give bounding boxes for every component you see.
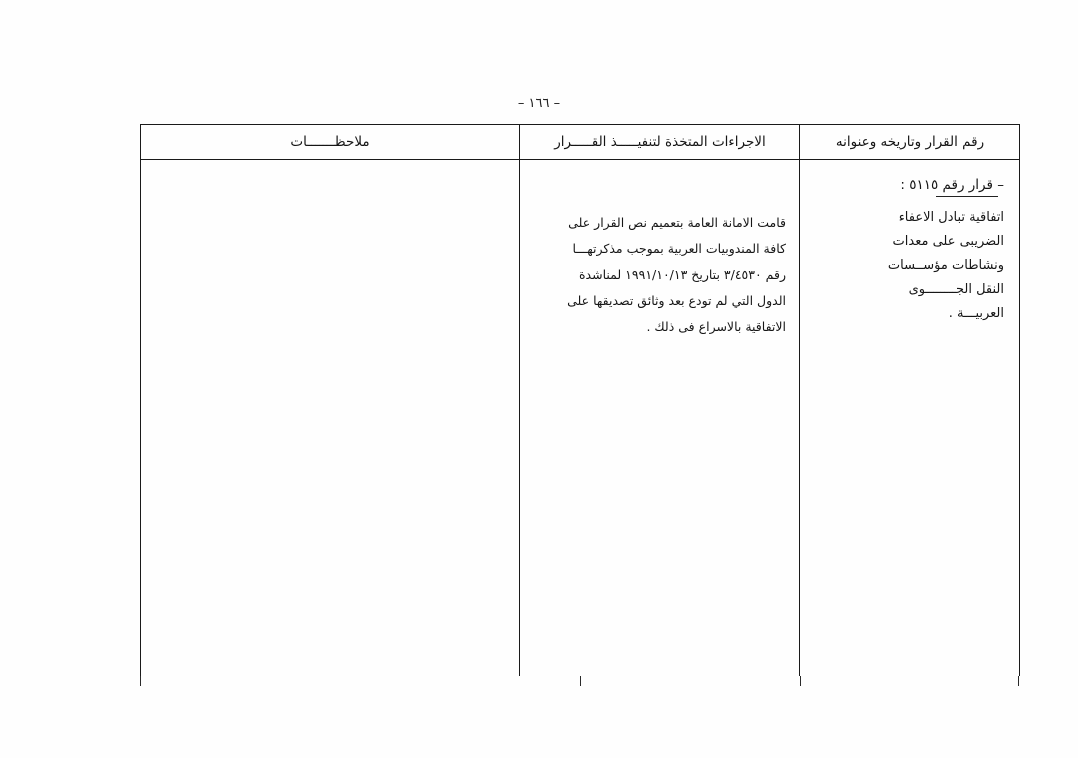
border-tail-left xyxy=(1018,676,1019,686)
column-header-notes: ملاحظـــــــات xyxy=(290,134,370,150)
decision-title xyxy=(810,209,1004,323)
action-text xyxy=(532,213,786,336)
column-header-decision: رقم القرار وتاريخه وعنوانه xyxy=(835,134,985,150)
action-text-line: رقم ٣/٤٥٣٠ بتاريخ ١٩٩١/١٠/١٣ لمناشدة xyxy=(578,267,786,282)
table-row-decision-cell xyxy=(800,159,1020,329)
table-row-actions-cell xyxy=(520,159,800,343)
decision-title-line: اتفاقية تبادل الاعفاء xyxy=(898,210,1004,225)
action-text-line: الدول التي لم تودع بعد وثائق تصديقها على xyxy=(567,293,786,308)
decision-number: – قرار رقم ٥١١٥ : xyxy=(900,177,1004,193)
decisions-table xyxy=(140,124,1020,676)
action-text-line: كافة المندوبيات العربية بموجب مذكرتهـــا xyxy=(572,241,786,256)
border-tail-right xyxy=(140,676,141,686)
page-number: – ١٦٦ – xyxy=(517,96,561,111)
underline-rule xyxy=(936,196,998,197)
column-header-actions: الاجراءات المتخذة لتنفيـــــذ القـــــرار xyxy=(554,134,766,150)
border-tail-col2 xyxy=(580,676,581,686)
decision-title-line: العربيـــة . xyxy=(948,306,1004,321)
border-tail-col1 xyxy=(800,676,801,686)
decision-title-line: ونشاطات مؤســسات xyxy=(887,258,1004,273)
action-text-line: قامت الامانة العامة بتعميم نص القرار على xyxy=(568,215,786,230)
table-border-left xyxy=(140,125,141,676)
decision-title-line: النقل الجــــــــوى xyxy=(908,282,1004,297)
decision-title-line: الضريبى على معدات xyxy=(892,234,1004,249)
action-text-line: الاتفاقية بالاسراع فى ذلك . xyxy=(646,319,786,334)
